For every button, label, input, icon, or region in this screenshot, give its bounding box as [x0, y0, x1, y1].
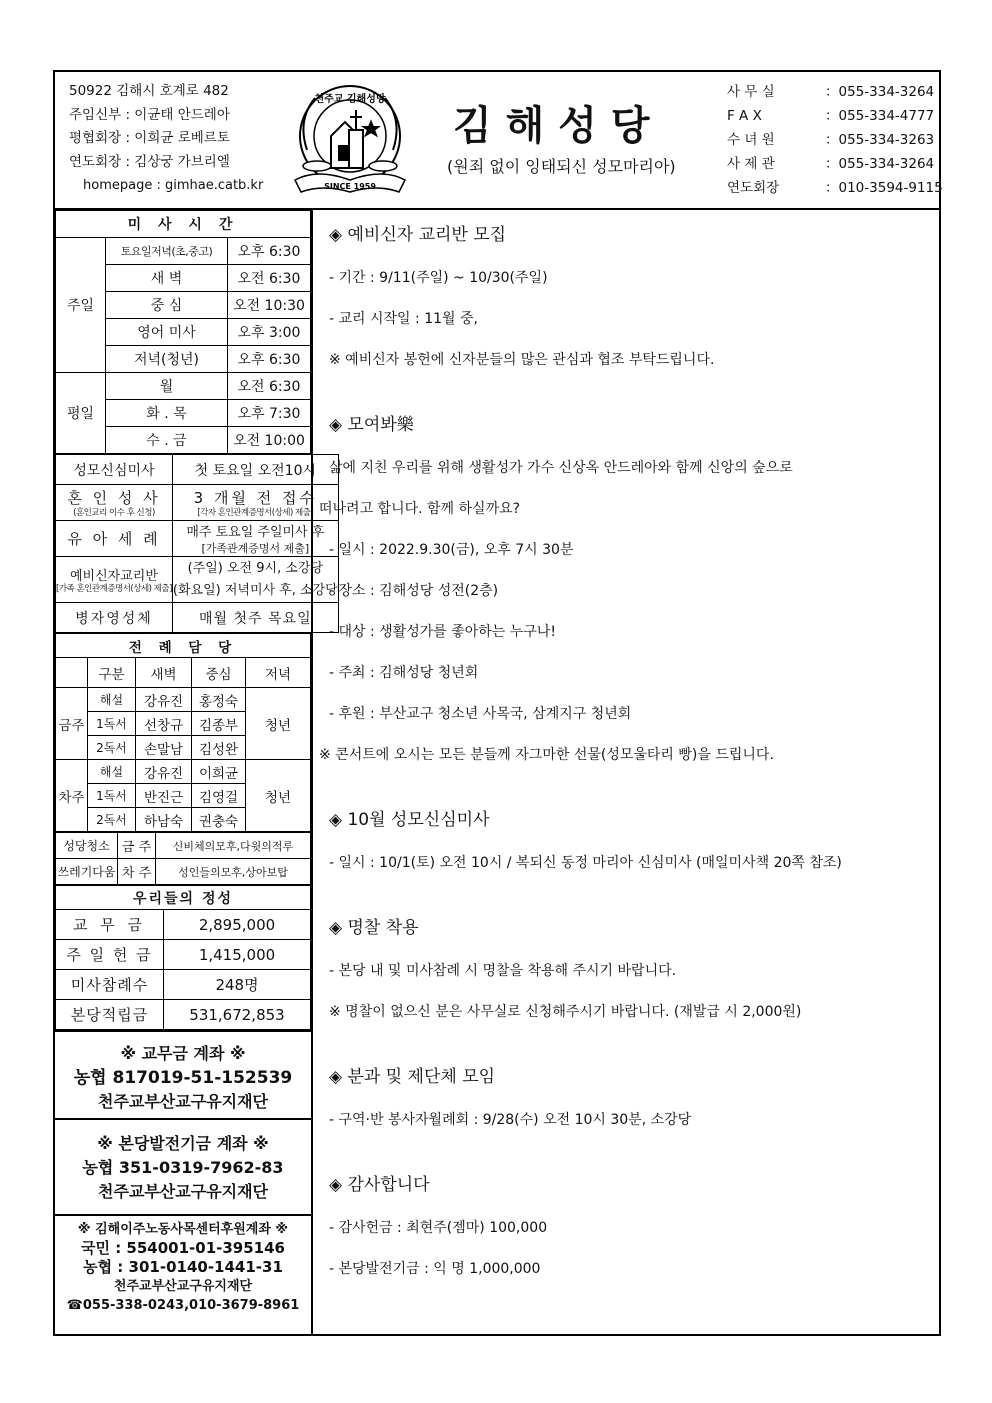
- notice-title: ◈ 10월 성모신심미사: [329, 810, 490, 830]
- role-label: 1독서: [88, 712, 136, 736]
- dawn-person: 강유진: [136, 760, 192, 784]
- notice-line: - 구역·반 봉사자월례회 : 9/28(수) 오전 10시 30분, 소강당: [329, 1112, 692, 1128]
- contact-row: [727, 80, 935, 104]
- liturgy-title: 전 례 담 당: [56, 634, 311, 658]
- this-week-label: 금주: [56, 688, 88, 760]
- sick-value: 매월 첫주 목요일: [172, 603, 338, 633]
- role-label: 1독서: [88, 784, 136, 808]
- offerings-table: [55, 885, 311, 1030]
- contact-value: ：055-334-4777: [825, 108, 935, 124]
- mass-schedule-table: [55, 210, 311, 454]
- mass-time: 오후 7:30: [228, 400, 311, 427]
- mass-name: 화 . 목: [106, 400, 228, 427]
- weekday-label: 평일: [56, 373, 106, 454]
- mass-time: 오전 10:30: [228, 292, 311, 319]
- council-head: 평협회장 : 이희균 로베르토: [69, 130, 230, 146]
- mass-time: 오전 6:30: [228, 265, 311, 292]
- notice-line: ※ 예비신자 봉헌에 신자분들의 많은 관심과 협조 부탁드립니다.: [329, 352, 715, 368]
- liturgy-header: 중심: [192, 658, 246, 688]
- notice-line: - 일시 : 2022.9.30(금), 오후 7시 30분: [329, 542, 574, 558]
- wedding-note: (혼인교리 이수 후 신청): [73, 508, 155, 518]
- development-account: [55, 1118, 311, 1214]
- main-person: 김영걸: [192, 784, 246, 808]
- page-title: 김해성당: [453, 103, 664, 149]
- contact-label: F A X: [727, 108, 762, 124]
- logo-text: 천주교 김해성당: [314, 94, 386, 105]
- evening-person: 청년: [246, 688, 311, 760]
- contact-row: [727, 128, 935, 152]
- offering-label: 미사참례수: [56, 970, 164, 1000]
- heart-label: 성모신심미사: [56, 455, 173, 485]
- contact-value: ：055-334-3263: [825, 132, 935, 148]
- catechumen-value1: (주일) 오전 9시, 소강당: [187, 560, 324, 576]
- cleaning-team: 신비체의모후,다윗의적루: [156, 833, 311, 859]
- offering-label: 주 일 헌 금: [56, 940, 164, 970]
- notice-line: 떠나려고 합니다. 함께 하실까요?: [319, 501, 521, 517]
- next-week-label: 차주: [56, 760, 88, 832]
- offering-value: 531,672,853: [164, 1000, 311, 1030]
- migrant-account-number2: 농협 : 301-0140-1441-31: [83, 1258, 283, 1276]
- cleaning-table: [55, 832, 311, 885]
- notice-title: ◈ 모여봐樂: [329, 415, 414, 435]
- baptism-label: 유 아 세 례: [56, 521, 173, 557]
- offerings-title: 우리들의 정성: [56, 886, 311, 910]
- trash-label: 쓰레기다움: [56, 859, 118, 885]
- mass-name: 영어 미사: [106, 319, 228, 346]
- mass-name: 수 . 금: [106, 427, 228, 454]
- tithe-account-number: 농협 817019-51-152539: [73, 1068, 293, 1088]
- mass-time: 오전 10:00: [228, 427, 311, 454]
- notice-line: - 감사헌금 : 최현주(젬마) 100,000: [329, 1220, 548, 1236]
- sidebar: [55, 210, 338, 1336]
- catechumen-label: 예비신자교리반: [70, 569, 158, 584]
- development-account-number: 농협 351-0319-7962-83: [82, 1158, 284, 1177]
- contact-value: ：010-3594-9115: [825, 180, 943, 196]
- main-person: 김성완: [192, 736, 246, 760]
- migrant-center-account: [55, 1214, 311, 1315]
- parish-logo: [287, 80, 413, 206]
- catechumen-value2: (화요일) 저녁미사 후, 소강당: [172, 582, 338, 598]
- liturgy-table: [55, 633, 311, 832]
- notice-line: - 본당발전기금 : 익 명 1,000,000: [329, 1261, 541, 1277]
- dawn-person: 반진근: [136, 784, 192, 808]
- cleaning-team: 성인들의모후,상아보탑: [156, 859, 311, 885]
- logo-since: SINCE 1959: [324, 182, 376, 191]
- main-person: 김종부: [192, 712, 246, 736]
- cleaning-week: 차 주: [118, 859, 156, 885]
- offering-label: 본당적립금: [56, 1000, 164, 1030]
- bulletin-header: [55, 72, 943, 210]
- wedding-label: 혼 인 성 사: [67, 489, 161, 507]
- baptism-value1: 매주 토요일 주일미사 후: [186, 525, 325, 540]
- heart-value: 첫 토요일 오전10시: [172, 455, 338, 485]
- contact-value: ：055-334-3264: [825, 156, 935, 172]
- notice-line: ※ 콘서트에 오시는 모든 분들께 자그마한 선물(성모울타리 빵)을 드립니다.: [319, 747, 774, 763]
- development-account-title: ※ 본당발전기금 계좌 ※: [97, 1134, 269, 1153]
- contact-row: [727, 104, 935, 128]
- notice-title: ◈ 감사합니다: [329, 1175, 430, 1195]
- sunday-label: 주일: [56, 238, 106, 373]
- dawn-person: 하남숙: [136, 808, 192, 832]
- youth-head: 연도회장 : 김상궁 가브리엘: [69, 153, 230, 170]
- role-label: 2독서: [88, 736, 136, 760]
- wedding-value: 3 개월 전 접수: [193, 489, 317, 507]
- notice-title: ◈ 명찰 착용: [329, 918, 419, 938]
- notice-line: - 일시 : 10/1(토) 오전 10시 / 복되신 동정 마리아 신심미사 (매일미사책 20쪽 참조): [329, 855, 842, 871]
- contact-list: [727, 80, 943, 200]
- migrant-account-title: ※ 김해이주노동사목센터후원계좌 ※: [77, 1222, 289, 1237]
- migrant-account-owner: 천주교부산교구유지재단: [113, 1279, 253, 1294]
- mass-name: 월: [106, 373, 228, 400]
- liturgy-header: 저녁: [246, 658, 311, 688]
- notices: [317, 220, 935, 1299]
- notice-line: - 주최 : 김해성당 청년회: [329, 665, 479, 681]
- offering-value: 1,415,000: [164, 940, 311, 970]
- development-account-owner: 천주교부산교구유지재단: [97, 1182, 269, 1201]
- main-person: 이희균: [192, 760, 246, 784]
- offering-value: 2,895,000: [164, 910, 311, 940]
- notice-title: ◈ 예비신자 교리반 모집: [329, 225, 507, 245]
- page-subtitle: (원죄 없이 잉태되신 성모마리아): [447, 157, 676, 176]
- dawn-person: 선창규: [136, 712, 192, 736]
- mass-name: 저녁(청년): [106, 346, 228, 373]
- notice-line: - 본당 내 및 미사참례 시 명찰을 착용해 주시기 바랍니다.: [329, 963, 677, 979]
- notice-line: 삶에 지친 우리를 위해 생활성가 가수 신상옥 안드레아와 함께 신앙의 숲으로: [329, 460, 793, 476]
- role-label: 2독서: [88, 808, 136, 832]
- pastor: 주임신부 : 이균태 안드레아: [69, 106, 230, 123]
- mass-time: 오전 6:30: [228, 373, 311, 400]
- sacrament-table: [55, 454, 339, 633]
- migrant-account-number1: 국민 : 554001-01-395146: [81, 1239, 285, 1257]
- mass-title: 미 사 시 간: [56, 211, 311, 238]
- sick-label: 병자영성체: [56, 603, 173, 633]
- liturgy-header: 구분: [88, 658, 136, 688]
- dawn-person: 손말남: [136, 736, 192, 760]
- notice-line: - 장소 : 김해성당 성전(2층): [329, 583, 499, 599]
- notice-line: - 교리 시작일 : 11월 중,: [329, 311, 478, 327]
- contact-label: 연도회장: [727, 180, 780, 196]
- offering-label: 교 무 금: [56, 910, 164, 940]
- contact-label: 수 녀 원: [727, 132, 775, 148]
- tithe-account-owner: 천주교부산교구유지재단: [97, 1092, 269, 1111]
- role-label: 해설: [88, 688, 136, 712]
- evening-person: 청년: [246, 760, 311, 832]
- homepage: homepage : gimhae.catb.kr: [83, 178, 264, 193]
- mass-name: 중 심: [106, 292, 228, 319]
- main-person: 홍정숙: [192, 688, 246, 712]
- parish-info: [69, 80, 263, 198]
- contact-value: ：055-334-3264: [825, 84, 935, 100]
- tithe-account: [55, 1030, 311, 1118]
- bulletin-frame: [53, 70, 941, 1336]
- wedding-value-note: [각자 혼인관계증명서(상세) 제출]: [197, 508, 314, 518]
- migrant-account-phone: ☎055-338-0243,010-3679-8961: [66, 1298, 300, 1313]
- mass-time: 오후 3:00: [228, 319, 311, 346]
- notice-line: ※ 명찰이 없으신 분은 사무실로 신청해주시기 바랍니다. (재발급 시 2,000원): [329, 1004, 802, 1020]
- contact-label: 사 무 실: [727, 84, 775, 100]
- offering-value: 248명: [164, 970, 311, 1000]
- contact-row: [727, 152, 935, 176]
- role-label: 해설: [88, 760, 136, 784]
- address: 50922 김해시 호계로 482: [69, 83, 229, 99]
- liturgy-corner: [56, 658, 88, 688]
- notice-line: - 후원 : 부산교구 청소년 사목국, 삼계지구 청년회: [329, 706, 632, 722]
- notice-line: - 기간 : 9/11(주일) ~ 10/30(주일): [329, 270, 548, 286]
- mass-time: 오후 6:30: [228, 238, 311, 265]
- catechumen-note: [가족 혼인관계증명서(상세) 제출]: [56, 584, 172, 594]
- mass-time: 오후 6:30: [228, 346, 311, 373]
- contact-row: [727, 176, 943, 200]
- mass-name: 새 벽: [106, 265, 228, 292]
- tithe-account-title: ※ 교무금 계좌 ※: [120, 1044, 246, 1063]
- liturgy-header: 새벽: [136, 658, 192, 688]
- notice-line: - 대상 : 생활성가를 좋아하는 누구나!: [329, 624, 556, 640]
- baptism-value2: [가족관계증명서 제출]: [201, 542, 310, 555]
- contact-label: 사 제 관: [727, 156, 775, 172]
- dawn-person: 강유진: [136, 688, 192, 712]
- cleaning-label: 성당청소: [56, 833, 118, 859]
- mass-name: 토요일저녁(초,중고): [106, 238, 228, 265]
- cleaning-week: 금 주: [118, 833, 156, 859]
- main-person: 권충숙: [192, 808, 246, 832]
- notice-title: ◈ 분과 및 제단체 모임: [329, 1067, 496, 1087]
